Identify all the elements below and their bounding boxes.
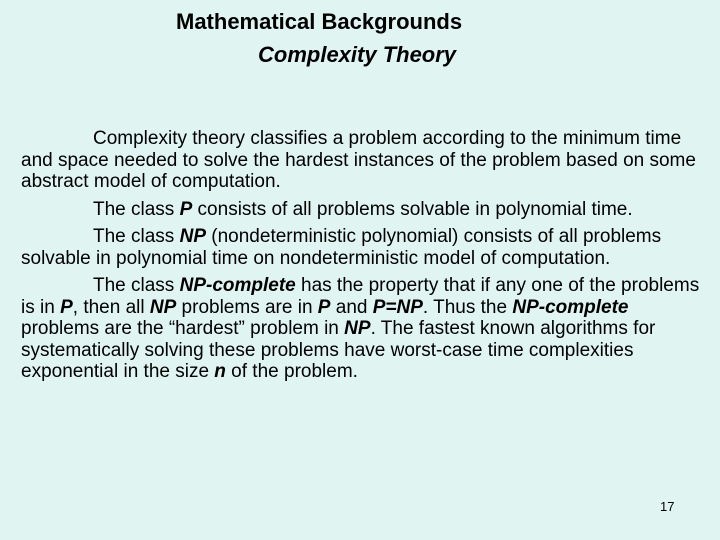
slide-subtitle: Complexity Theory xyxy=(258,42,457,67)
text-run: . Thus the xyxy=(422,296,513,318)
text-run: problems are the “hardest” problem in xyxy=(21,318,345,339)
text-run: has the property that if any one of the problems is in xyxy=(21,275,700,318)
paragraph-complexity-theory xyxy=(21,128,706,193)
paragraph-class-p xyxy=(21,199,706,221)
term-p: P xyxy=(317,296,331,318)
term-n: n xyxy=(214,361,226,382)
term-p: P xyxy=(60,296,73,318)
term-np: NP xyxy=(149,296,177,318)
text-run: Complexity theory classifies a problem according to the minimum time and space needed to solve the hardest instances of the problem based on some abstract model of computation. xyxy=(21,128,696,192)
term-np-complete: NP-complete xyxy=(512,296,629,318)
term-np: NP xyxy=(179,226,206,247)
text-run: The class xyxy=(93,226,180,247)
text-run: (nondeterministic polynomial) consists of all problems solvable in polynomial time on nondeterministic model of computation. xyxy=(21,226,662,269)
page-number: 17 xyxy=(660,499,675,514)
term-p: P xyxy=(179,198,193,220)
text-run: consists of all problems solvable in polynomial time. xyxy=(192,198,633,220)
text-run: and xyxy=(330,296,373,318)
term-p-equals-np: P=NP xyxy=(372,296,423,318)
paragraph-class-np-complete xyxy=(21,275,706,383)
text-run: of the problem. xyxy=(225,361,358,382)
paragraph-class-np xyxy=(21,226,706,269)
term-np: NP xyxy=(344,318,371,339)
text-run: The class xyxy=(93,198,180,220)
term-np-complete: NP-complete xyxy=(179,275,296,296)
text-run: , then all xyxy=(72,296,150,318)
text-run: problems are in xyxy=(176,296,318,318)
slide-title: Mathematical Backgrounds xyxy=(176,9,463,34)
text-run: The class xyxy=(93,275,180,296)
text-run: . The fastest known algorithms for systematically solving these problems have worst-case time complexities exponential in the size xyxy=(21,318,656,382)
slide-body xyxy=(21,128,706,389)
